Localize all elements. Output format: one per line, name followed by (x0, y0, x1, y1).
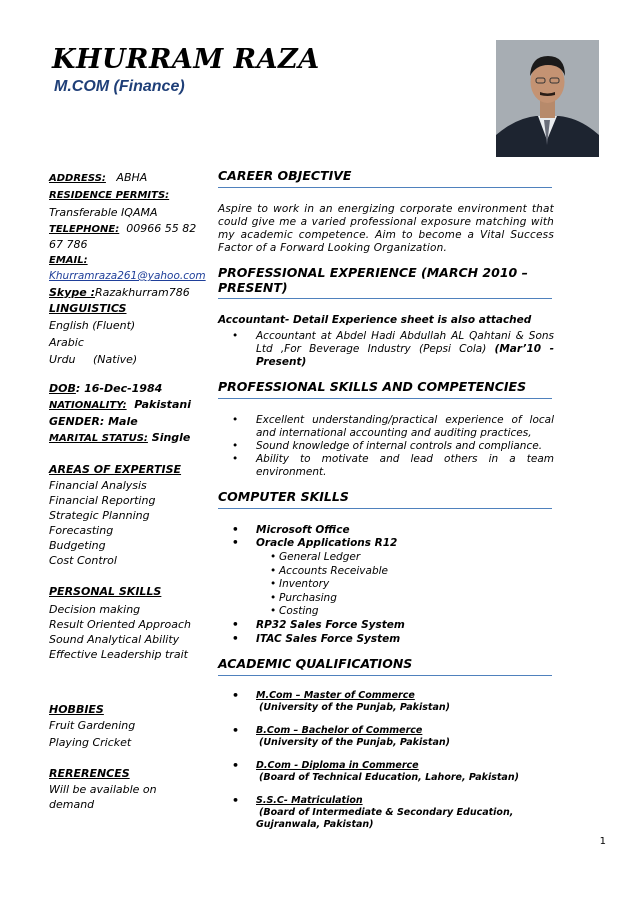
telephone-value: 00966 55 82 67 786 (49, 222, 197, 251)
computer-skills-list (218, 524, 554, 550)
residence-value: Transferable IQAMA (49, 206, 158, 219)
personal-skill-item: Sound Analytical Ability (49, 633, 180, 646)
language-item: English (Fluent) (49, 319, 136, 332)
page-number: 1 (599, 836, 606, 847)
section-rule (218, 298, 552, 299)
personal-skill-item: Decision making (49, 603, 141, 616)
hobbies-heading: HOBBIES (49, 703, 104, 716)
dob-label: DOB (49, 382, 76, 395)
address-value: ABHA (116, 171, 148, 184)
academic-institution: (Board of Intermediate & Secondary Education, Gujranwala, Pakistan) (256, 807, 514, 830)
experience-item (218, 330, 554, 369)
hobby-item: Fruit Gardening (49, 719, 136, 732)
skills-heading: PROFESSIONAL SKILLS AND COMPETENCIES (218, 379, 527, 394)
skype-row (49, 285, 209, 300)
nationality-row (49, 397, 209, 413)
profile-photo (496, 40, 599, 157)
residence-label: RESIDENCE PERMITS: (49, 190, 170, 201)
skills-list (218, 414, 554, 479)
experience-period: (Mar’10 - Present) (256, 343, 554, 368)
academic-item (218, 690, 554, 714)
section-rule (218, 398, 552, 399)
language-item: Urdu (Native) (49, 353, 138, 366)
computer-skill-item: • Oracle Applications R12 (218, 537, 554, 550)
academic-institution: (Board of Technical Education, Lahore, Pakistan) (259, 772, 519, 783)
address-label: ADDRESS: (49, 173, 106, 184)
academic-item (218, 795, 554, 831)
computer-skill-item: • ITAC Sales Force System (218, 632, 554, 646)
skill-item: • Ability to motivate and lead others in a team environment. (218, 453, 554, 479)
section-rule (218, 187, 552, 188)
academic-institution: (University of the Punjab, Pakistan) (259, 702, 450, 713)
oracle-module-item: • General Ledger (218, 551, 554, 565)
language-item: Arabic (49, 336, 84, 349)
expertise-item: Strategic Planning (49, 509, 150, 522)
address-row (49, 170, 209, 186)
academic-item (218, 725, 554, 749)
oracle-modules-list (218, 551, 554, 619)
academic-title: • S.S.C- Matriculation (256, 795, 363, 806)
academic-title: • D.Com - Diploma in Commerce (256, 760, 419, 771)
computer-skill-item: • RP32 Sales Force System (218, 618, 554, 632)
personal-skills-heading: PERSONAL SKILLS (49, 585, 162, 598)
computer-skill-item: • Microsoft Office (218, 524, 554, 537)
left-column (49, 170, 209, 812)
section-rule (218, 508, 552, 509)
candidate-name: KHURRAM RAZA (52, 44, 320, 75)
career-objective-heading: CAREER OBJECTIVE (218, 168, 352, 183)
skill-item: • Sound knowledge of internal controls and compliance. (218, 440, 554, 453)
experience-heading: PROFESSIONAL EXPERIENCE (MARCH 2010 – PRESENT) (218, 265, 528, 295)
dob-row (49, 381, 209, 396)
expertise-heading: AREAS OF EXPERTISE (49, 463, 182, 476)
expertise-item: Financial Analysis (49, 479, 147, 492)
skype-value: Razakhurram786 (94, 286, 190, 299)
marital-label: MARITAL STATUS: (49, 433, 148, 444)
personal-skill-item: Effective Leadership trait (49, 648, 188, 661)
expertise-item: Budgeting (49, 539, 106, 552)
experience-item-text: Accountant at Abdel Hadi Abdullah AL Qahtani & Sons Ltd ,For Beverage Industry (Pepsi Cola) (256, 330, 554, 355)
dob-value: : 16-Dec-1984 (75, 382, 163, 395)
gender-row: GENDER: Male (49, 415, 138, 428)
nationality-label: NATIONALITY: (49, 400, 127, 411)
email-label: EMAIL: (49, 255, 88, 266)
skype-label: Skype : (49, 286, 95, 299)
academic-list (218, 690, 554, 842)
telephone-row (49, 221, 209, 252)
academic-institution: (University of the Punjab, Pakistan) (259, 737, 450, 748)
personal-skill-item: Result Oriented Approach (49, 618, 192, 631)
oracle-module-item: • Costing (218, 605, 554, 619)
hobby-item: Playing Cricket (49, 736, 132, 749)
references-heading: RERERENCES (49, 767, 130, 780)
academic-title: • M.Com – Master of Commerce (256, 690, 415, 701)
career-objective-text: Aspire to work in an energizing corporate environment that could give me a varied professional exposure matching with my academic competence. Aim to become a Vital Success Factor of a Forward Looking Organization. (218, 203, 554, 254)
oracle-module-item: • Purchasing (218, 592, 554, 606)
oracle-module-item: • Accounts Receivable (218, 565, 554, 579)
nationality-value: Pakistani (134, 398, 191, 411)
references-text: Will be available on demand (49, 783, 157, 811)
email-link[interactable]: Khurramraza261@yahoo.com (49, 270, 206, 282)
linguistics-heading: LINGUISTICS (49, 302, 127, 315)
candidate-degree: M.COM (Finance) (54, 78, 185, 95)
oracle-module-item: • Inventory (218, 578, 554, 592)
academic-heading: ACADEMIC QUALIFICATIONS (218, 656, 413, 671)
computer-skills-heading: COMPUTER SKILLS (218, 489, 349, 504)
section-rule (218, 675, 552, 676)
marital-row (49, 430, 209, 446)
academic-item (218, 760, 554, 784)
telephone-label: TELEPHONE: (49, 224, 120, 235)
academic-title: • B.Com – Bachelor of Commerce (256, 725, 423, 736)
expertise-item: Cost Control (49, 554, 117, 567)
expertise-item: Forecasting (49, 524, 114, 537)
expertise-item: Financial Reporting (49, 494, 156, 507)
computer-skills-list-2 (218, 618, 554, 646)
skill-item: • Excellent understanding/practical experience of local and international accounting and auditing practices, (218, 414, 554, 440)
experience-list (218, 330, 554, 369)
experience-subheading: Accountant- Detail Experience sheet is also attached (218, 314, 532, 326)
marital-value: Single (151, 431, 191, 444)
